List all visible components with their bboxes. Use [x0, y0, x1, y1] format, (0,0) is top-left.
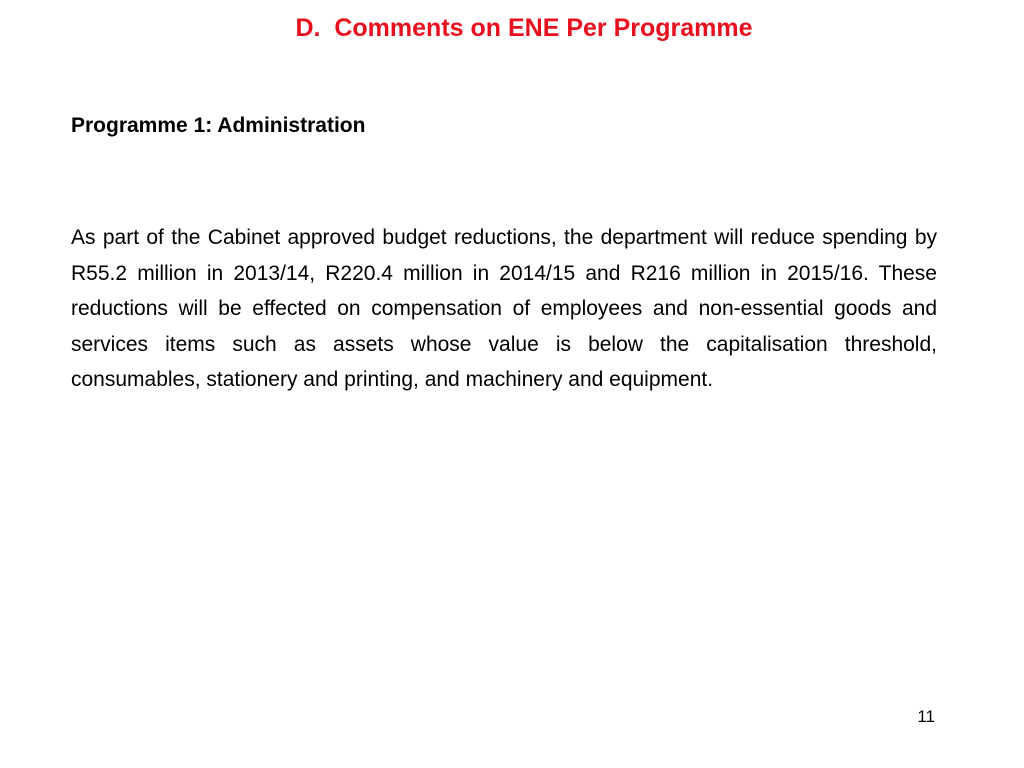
section-heading: Programme 1: Administration: [71, 114, 366, 137]
slide-title: D. Comments on ENE Per Programme: [295, 14, 753, 42]
page-number: 11: [917, 707, 935, 726]
body-paragraph: As part of the Cabinet approved budget reductions, the department will reduce spending by R55.2 million in 2013/14, R220.4 million in 2014/15 and R216 million in 2015/16. These reductions will be effected on compensation of employees and non-essential goods and services items such as assets whose value is below the capitalisation threshold, consumables, stationery and printing, and machinery and equipment.: [71, 226, 937, 391]
